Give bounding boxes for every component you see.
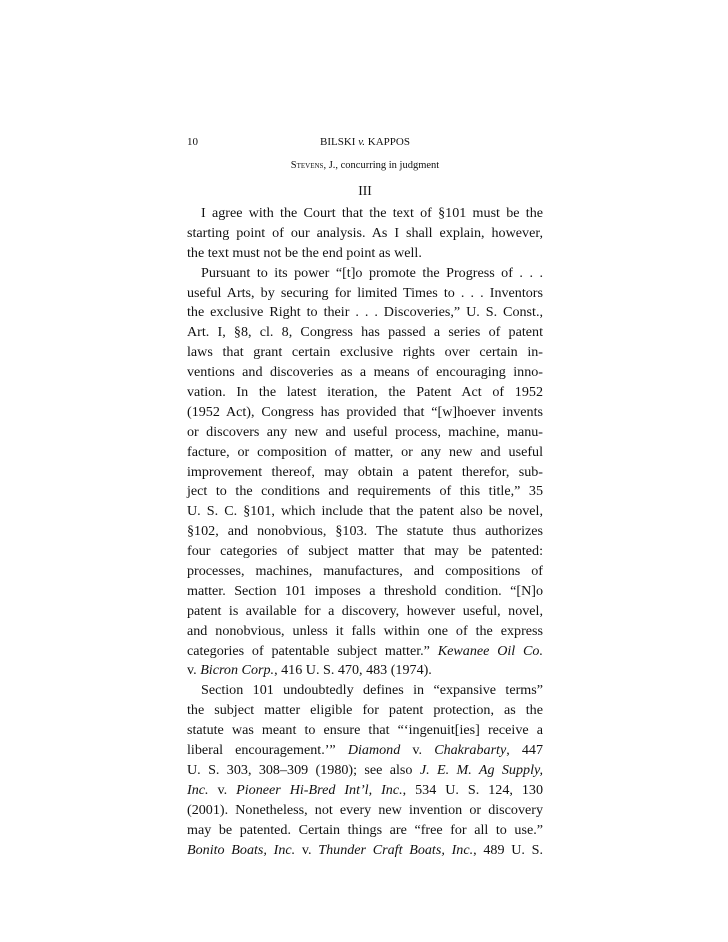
text-line [187,761,543,781]
case-citation-italic: Bicron Corp. [200,662,275,679]
text-line [187,443,543,463]
text-line [187,701,543,721]
text-run: (1952 Act), Congress has provided that “[w]hoever invents [187,403,543,420]
text-line [187,323,543,343]
section-heading: III [358,183,372,198]
text-run: v. [400,742,435,759]
text-line [187,562,543,582]
text-line [187,642,543,662]
text-line [187,463,543,483]
text-run: categories of patentable subject matter.” [187,642,438,659]
text-line [187,542,543,562]
text-run: , 489 U. S. [473,841,543,858]
text-run: facture, or composition of matter, or any new and useful [187,443,543,460]
case-citation-italic: Inc. [187,781,209,798]
text-run: or discovers any new and useful process, machine, manu- [187,423,543,440]
text-run: U. S. C. §101, which include that the patent also be novel, [187,503,543,520]
text-run: liberal encouragement.’” [187,742,348,759]
page-number: 10 [187,136,198,148]
text-run: useful Arts, by securing for limited Times to . . . Inventors [187,284,543,301]
text-run: vation. In the latest iteration, the Patent Act of 1952 [187,384,543,401]
text-line [187,622,543,642]
case-citation-italic: Chakrabarty [434,742,507,759]
text-line [187,661,543,681]
text-run: laws that grant certain exclusive rights over certain in- [187,344,543,361]
text-line [187,841,543,861]
text-line [187,721,543,741]
text-line [187,423,543,443]
text-line [187,522,543,542]
text-run: , 447 [506,742,544,759]
text-line [187,681,543,701]
text-run: starting point of our analysis. As I shall explain, however, [187,224,543,241]
text-line [187,264,543,284]
text-run: may be patented. Certain things are “free for all to use.” [187,821,543,838]
text-run: ventions and discoveries as a means of encouraging inno- [187,364,543,381]
text-line [187,383,543,403]
text-line [187,244,543,264]
text-line [187,204,543,224]
text-run: patent is available for a discovery, however useful, novel, [187,602,543,619]
text-line [187,343,543,363]
opinion-body-text [187,204,543,860]
text-run: four categories of subject matter that may be patented: [187,543,543,560]
opinion-author-line [187,160,543,171]
text-line [187,781,543,801]
text-run: I agree with the Court that the text of §101 must be the [201,205,543,221]
text-line [187,284,543,304]
case-citation-italic: Thunder Craft Boats, Inc. [318,841,474,858]
text-run: , 534 U. S. 124, 130 [402,781,544,798]
text-line [187,602,543,622]
text-run: ject to the conditions and requirements of this title,” 35 [187,483,543,500]
case-citation-italic: J. E. M. Ag Supply, [419,761,543,778]
text-run: Pursuant to its power “[t]o promote the Progress of . . . [201,264,543,281]
text-line [187,224,543,244]
text-line [187,482,543,502]
text-run: §102, and nonobvious, §103. The statute thus authorizes [187,523,543,540]
running-title [187,136,543,148]
text-run: statute was meant to ensure that “‘ingenuit[ies] receive a [187,722,543,739]
case-citation-italic: Diamond [347,742,401,759]
text-line [187,582,543,602]
text-run: Section 101 undoubtedly defines in “expansive terms” [201,682,543,699]
case-name-petitioner: BILSKI [320,136,359,148]
opinion-author-descriptor: , J., concurring in judgment [323,160,440,171]
text-run: the subject matter eligible for patent protection, as the [187,702,543,719]
case-citation-italic: Bonito Boats, Inc. [187,841,296,858]
text-run: processes, machines, manufactures, and compositions of [187,563,543,580]
text-run: U. S. 303, 308–309 (1980); see also [187,761,420,778]
text-line [187,363,543,383]
text-run: and nonobvious, unless it falls within one of the express [187,622,543,639]
case-name-versus: v. [358,136,366,148]
text-run: the text must not be the end point as well. [187,244,422,261]
text-line [187,741,543,761]
text-run: Art. I, §8, cl. 8, Congress has passed a series of patent [187,324,543,341]
text-run: improvement thereof, may obtain a patent therefor, sub- [187,463,543,480]
text-line [187,821,543,841]
case-citation-italic: Pioneer Hi-Bred Int’l, Inc. [236,781,403,798]
text-run: v. [295,841,319,858]
text-line [187,502,543,522]
text-line [187,403,543,423]
text-run: matter. Section 101 imposes a threshold condition. “[N]o [187,582,543,599]
text-run: v. [187,662,201,679]
text-run: the exclusive Right to their . . . Discoveries,” U. S. Const., [187,304,543,321]
text-run: , 416 U. S. 470, 483 (1974). [274,662,432,679]
text-run: v. [208,781,237,798]
text-run: (2001). Nonetheless, not every new invention or discovery [187,801,543,818]
case-citation-italic: Kewanee Oil Co. [437,642,543,659]
opinion-author-name: Stevens [290,160,324,171]
text-line [187,303,543,323]
text-line [187,801,543,821]
case-name-respondent: KAPPOS [365,136,410,148]
